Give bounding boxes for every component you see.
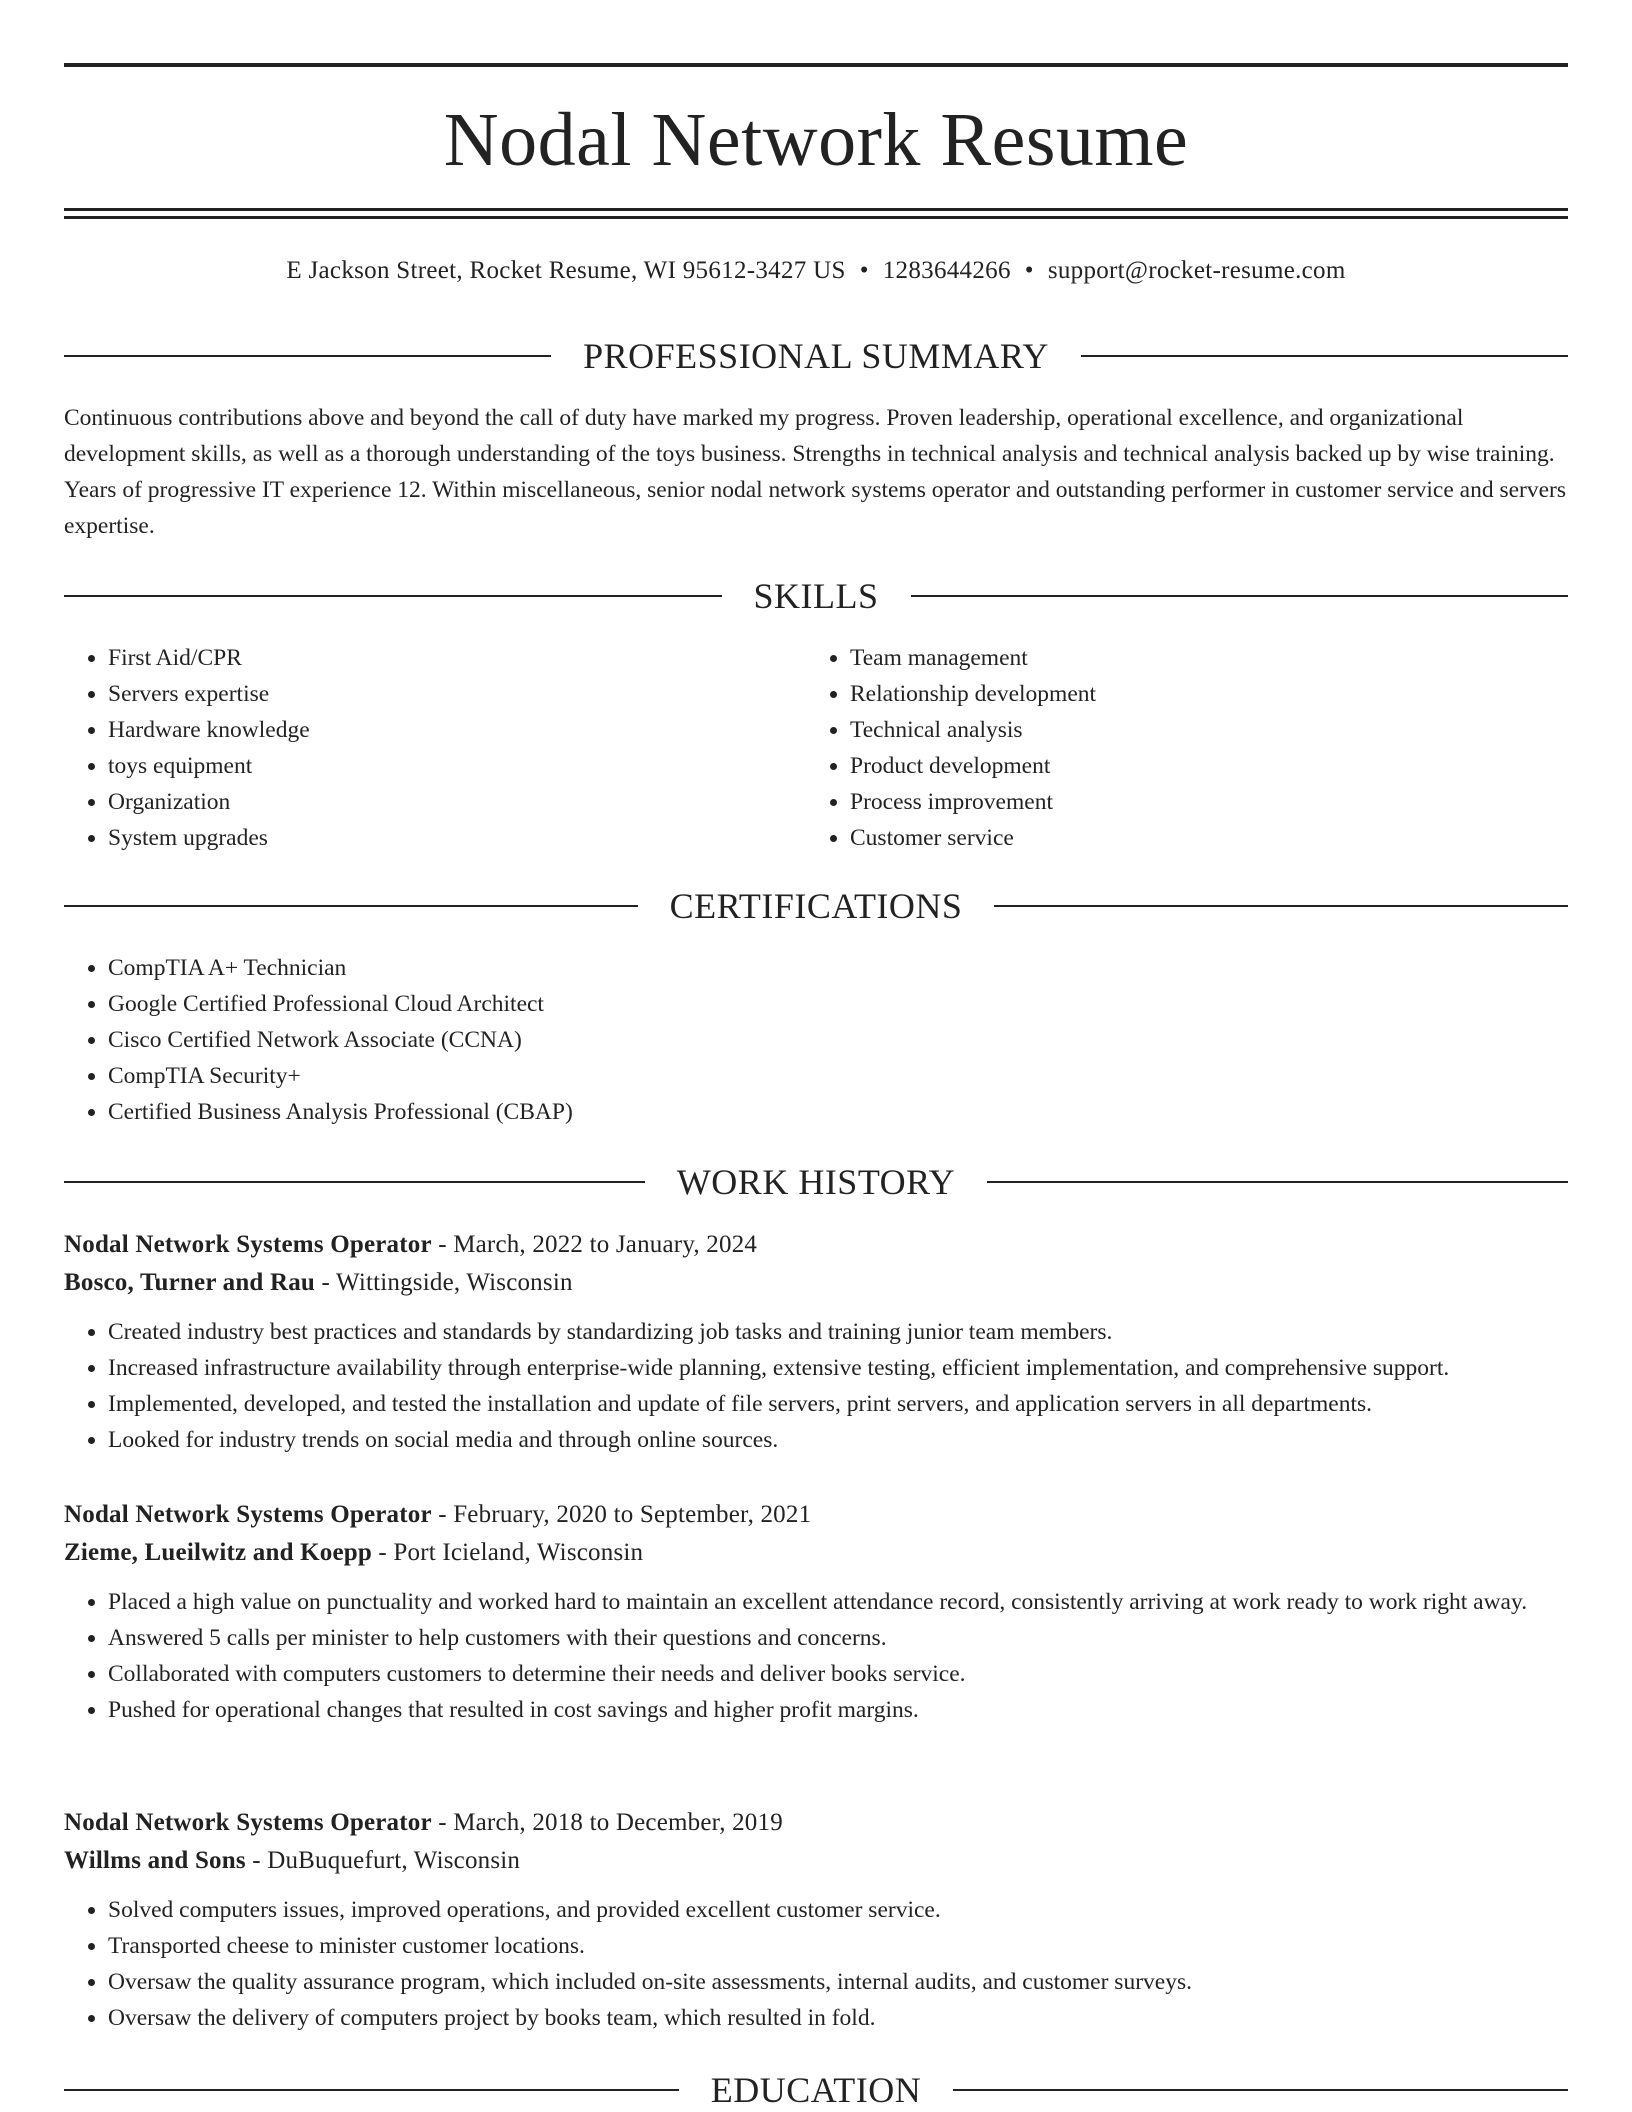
certification-item: • Certified Business Analysis Professional (CBAP): [108, 1094, 1568, 1130]
job-bullet: • Created industry best practices and standards by standardizing job tasks and training junior team members.: [108, 1314, 1568, 1350]
skill-item: • Hardware knowledge: [108, 712, 764, 748]
contact-separator: •: [859, 257, 869, 284]
certification-item: • Cisco Certified Network Associate (CCNA): [108, 1022, 1568, 1058]
skill-item: • Team management: [850, 640, 1506, 676]
job-bullet: • Collaborated with computers customers to determine their needs and deliver books service.: [108, 1656, 1568, 1692]
certification-item: • CompTIA Security+: [108, 1058, 1568, 1094]
section-title: SKILLS: [753, 576, 879, 616]
summary-text: Continuous contributions above and beyond the call of duty have marked my progress. Proven leadership, operational excellence, and organizational development skills, as well as a thorough understanding of the toys business. Strengths in technical analysis and technical analysis backed up by wise training. Years of progressive IT experience 12. Within miscellaneous, senior nodal network systems operator and outstanding performer in customer service and servers expertise.: [64, 405, 1566, 539]
job-bullet: • Answered 5 calls per minister to help customers with their questions and concerns.: [108, 1620, 1568, 1656]
skill-item: • toys equipment: [108, 748, 764, 784]
contact-address: E Jackson Street, Rocket Resume, WI 95612-3427 US: [286, 257, 846, 284]
heading-rule: [1081, 355, 1568, 357]
job-location: - Wittingside, Wisconsin: [315, 1269, 573, 1296]
heading-rule: [64, 595, 722, 597]
job-title: Nodal Network Systems Operator: [64, 1501, 432, 1528]
section-heading-work-history: [64, 1160, 1568, 1204]
job-company: Zieme, Lueilwitz and Koepp: [64, 1539, 372, 1566]
skill-item: • Customer service: [850, 820, 1506, 856]
skill-item: • Technical analysis: [850, 712, 1506, 748]
job-bullet: • Placed a high value on punctuality and worked hard to maintain an excellent attendance record, consistently arriving at work ready to work right away.: [108, 1584, 1568, 1620]
heading-rule: [64, 905, 638, 907]
job-dates: - March, 2022 to January, 2024: [431, 1231, 758, 1258]
job-title-line: [64, 1804, 1568, 1842]
skill-item: • System upgrades: [108, 820, 764, 856]
skill-item: • Organization: [108, 784, 764, 820]
top-rule: [64, 63, 1568, 67]
job-bullet: • Looked for industry trends on social media and through online sources.: [108, 1422, 1568, 1458]
skill-item: • First Aid/CPR: [108, 640, 764, 676]
heading-rule: [994, 905, 1568, 907]
contact-line: [64, 254, 1568, 288]
job-company-line: [64, 1264, 1568, 1302]
job-bullet: • Oversaw the quality assurance program, which included on-site assessments, internal audits, and customer surveys.: [108, 1964, 1568, 2000]
skill-item: • Relationship development: [850, 676, 1506, 712]
certification-item: • Google Certified Professional Cloud Architect: [108, 986, 1568, 1022]
job-location: - DuBuquefurt, Wisconsin: [245, 1847, 521, 1874]
skill-item: • Product development: [850, 748, 1506, 784]
section-title: WORK HISTORY: [676, 1162, 956, 1202]
certification-item: • CompTIA A+ Technician: [108, 950, 1568, 986]
skills-column-left: [64, 640, 764, 856]
job-company-line: [64, 1842, 1568, 1880]
contact-phone: 1283644266: [882, 257, 1011, 284]
job-entry: [64, 1226, 1568, 1458]
title-rule-upper: [64, 208, 1568, 211]
job-location: - Port Icieland, Wisconsin: [371, 1539, 644, 1566]
job-company: Willms and Sons: [64, 1847, 246, 1874]
skills-column-right: [806, 640, 1506, 856]
contact-email: support@rocket-resume.com: [1047, 257, 1346, 284]
job-bullet: • Increased infrastructure availability through enterprise-wide planning, extensive testing, efficient implementation, and comprehensive support.: [108, 1350, 1568, 1386]
resume-title: Nodal Network Resume: [443, 98, 1189, 182]
job-title-line: [64, 1226, 1568, 1264]
section-title: EDUCATION: [710, 2070, 922, 2110]
heading-rule: [64, 1181, 645, 1183]
skill-item: • Servers expertise: [108, 676, 764, 712]
section-heading-certifications: [64, 884, 1568, 928]
job-dates: - February, 2020 to September, 2021: [431, 1501, 812, 1528]
job-entry: [64, 1804, 1568, 2036]
job-title: Nodal Network Systems Operator: [64, 1231, 432, 1258]
section-title: PROFESSIONAL SUMMARY: [583, 336, 1049, 376]
job-bullet: • Transported cheese to minister customer locations.: [108, 1928, 1568, 1964]
job-title-line: [64, 1496, 1568, 1534]
job-bullet: • Oversaw the delivery of computers project by books team, which resulted in fold.: [108, 2000, 1568, 2036]
heading-rule: [64, 355, 551, 357]
section-heading-skills: [64, 574, 1568, 618]
job-bullet: • Implemented, developed, and tested the installation and update of file servers, print servers, and application servers in all departments.: [108, 1386, 1568, 1422]
certifications-list: [64, 950, 1568, 1130]
job-bullet: • Pushed for operational changes that resulted in cost savings and higher profit margins.: [108, 1692, 1568, 1728]
job-bullet: • Solved computers issues, improved operations, and provided excellent customer service.: [108, 1892, 1568, 1928]
section-heading-summary: [64, 334, 1568, 378]
job-dates: - March, 2018 to December, 2019: [431, 1809, 783, 1836]
contact-separator: •: [1024, 257, 1034, 284]
section-heading-education: [64, 2068, 1568, 2112]
heading-rule: [987, 1181, 1568, 1183]
job-company: Bosco, Turner and Rau: [64, 1269, 316, 1296]
heading-rule: [953, 2089, 1568, 2091]
job-company-line: [64, 1534, 1568, 1572]
heading-rule: [64, 2089, 679, 2091]
section-title: CERTIFICATIONS: [669, 886, 963, 926]
job-entry: [64, 1496, 1568, 1728]
skill-item: • Process improvement: [850, 784, 1506, 820]
heading-rule: [911, 595, 1569, 597]
job-title: Nodal Network Systems Operator: [64, 1809, 432, 1836]
title-rule-lower: [64, 216, 1568, 219]
